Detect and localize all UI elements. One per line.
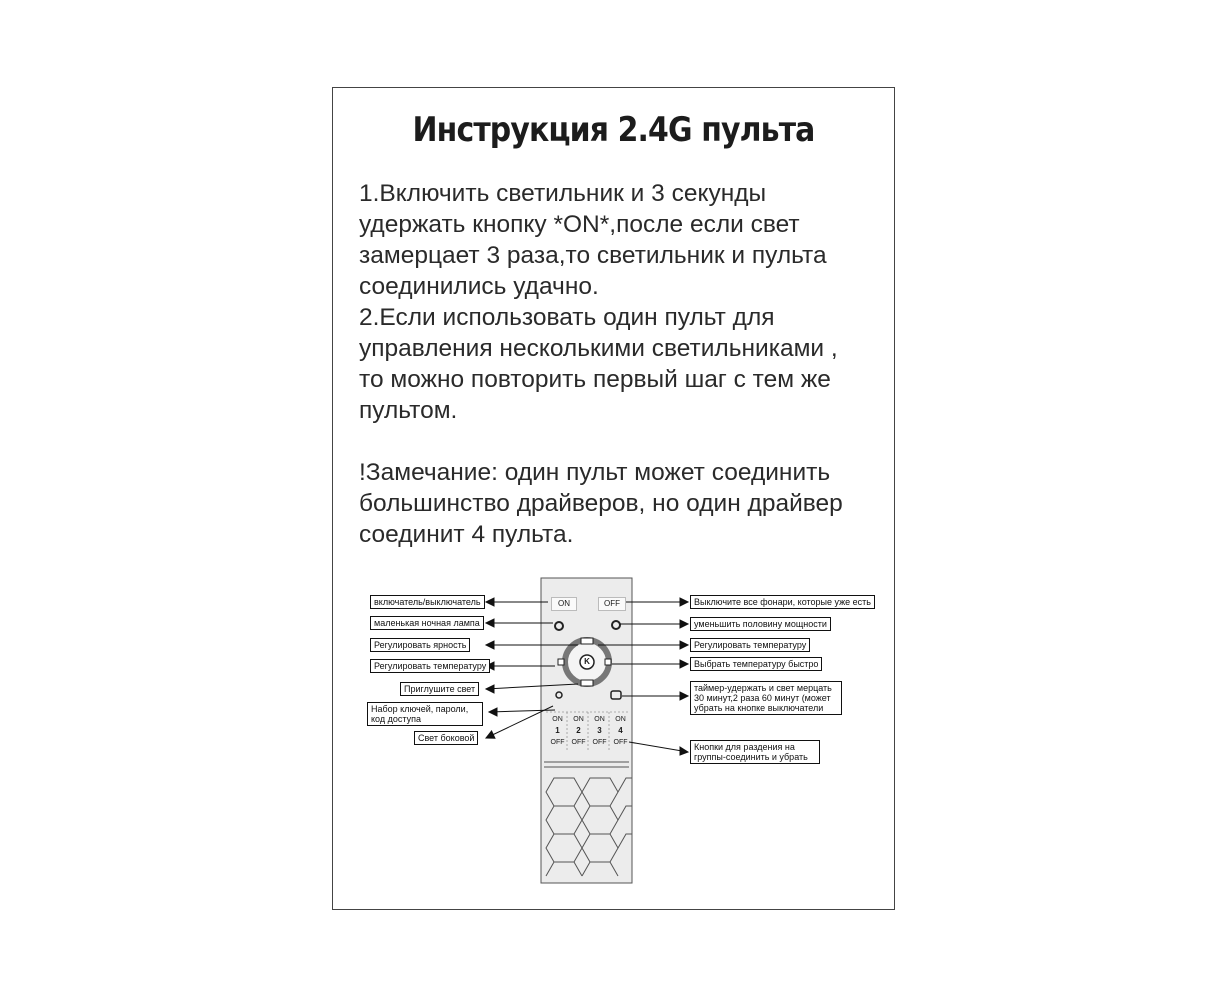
label-dim-light: Приглушите свет [400, 682, 479, 696]
label-quick-temperature: Выбрать температуру быстро [690, 657, 822, 671]
off-button-label[interactable]: OFF [598, 597, 626, 611]
zone-3-on-button[interactable]: ON [594, 716, 605, 723]
label-side-light: Свет боковой [414, 731, 478, 745]
zone-grid [547, 716, 631, 746]
brightness-up-key[interactable] [581, 638, 593, 644]
label-temperature-left: Регулировать температуру [370, 659, 490, 673]
step-1-paragraph: 1.Включить светильник и 3 секунды удержать кнопку *ON*,после если свет замерцает 3 раза,то светильник и пульта соединились удачно. [359, 180, 827, 300]
zone-3-off-button[interactable]: OFF [592, 739, 607, 746]
zone-2-off-button[interactable]: OFF [571, 739, 586, 746]
label-grouping: Кнопки для раздения на группы-соединить и убрать [690, 740, 820, 764]
label-key-set: Набор ключей, пароли, код доступа [367, 702, 483, 726]
label-temperature-right: Регулировать температуру [690, 638, 810, 652]
label-timer: таймер-удержать и свет мерцать 30 минут,2 раза 60 минут (может убрать на кнопке выключатели [690, 681, 842, 715]
zone-4-off-button[interactable]: OFF [613, 739, 628, 746]
label-brightness: Регулировать ярность [370, 638, 470, 652]
temp-left-key[interactable] [558, 659, 564, 665]
page-title: Инструкция 2.4G пульта [412, 110, 815, 150]
step-2-paragraph: 2.Если использовать один пульт для управления несколькими светильниками , то можно повторить первый шаг с тем же пультом. [359, 304, 838, 424]
zone-1-off-button[interactable]: OFF [550, 739, 565, 746]
zone-1-on-button[interactable]: ON [552, 716, 563, 723]
zone-3-number: 3 [597, 726, 602, 735]
label-night-lamp: маленькая ночная лампа [370, 616, 484, 630]
note-paragraph: !Замечание: один пульт может соединить большинство драйверов, но один драйвер соединит 4 пульта. [359, 459, 843, 548]
brightness-down-key[interactable] [581, 680, 593, 686]
label-half-power: уменьшить половину мощности [690, 617, 831, 631]
on-button-label[interactable]: ON [551, 597, 577, 611]
zone-4-on-button[interactable]: ON [615, 716, 626, 723]
center-button-label: K [584, 657, 590, 666]
zone-1-number: 1 [555, 726, 560, 735]
temp-right-key[interactable] [605, 659, 611, 665]
label-on-off: включатель/выключатель [370, 595, 485, 609]
zone-4-number: 4 [618, 726, 623, 735]
zone-2-number: 2 [576, 726, 581, 735]
label-all-off: Выключите все фонари, которые уже есть [690, 595, 875, 609]
zone-2-on-button[interactable]: ON [573, 716, 584, 723]
